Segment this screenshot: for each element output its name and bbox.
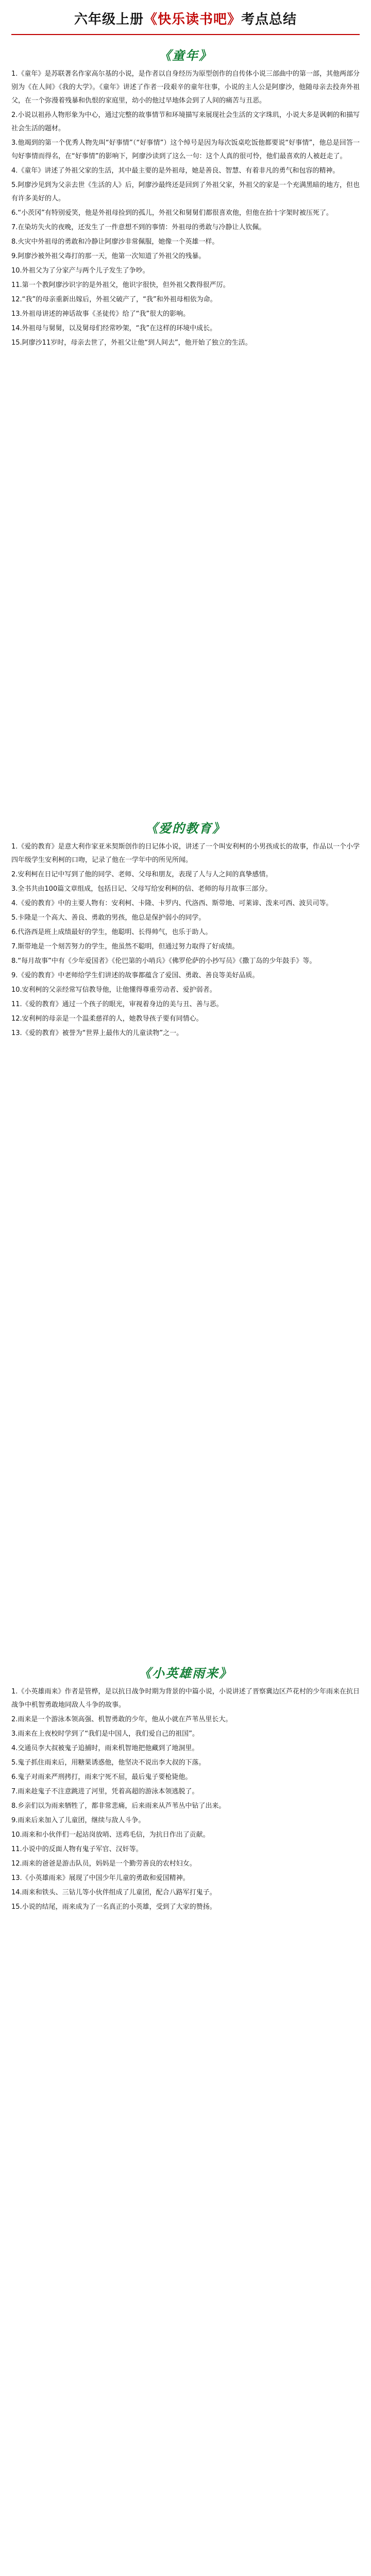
- list-item: 15.阿廖沙11岁时，母亲去世了，外祖父让他“到人间去”，他开始了独立的生活。: [11, 339, 252, 347]
- list-item: 7.斯带地是一个刻苦努力的学生，他虽然不聪明，但通过努力取得了好成绩。: [11, 943, 239, 951]
- list-item: 7.雨来趁鬼子不注意跳进了河里，凭着高超的游泳本领逃脱了。: [11, 1788, 199, 1795]
- section-text: [11, 67, 360, 351]
- title-divider: [11, 34, 360, 35]
- page: [0, 4, 371, 2576]
- section-body: [11, 1685, 360, 1915]
- list-item: 10.外祖父为了分家产与两个儿子发生了争吵。: [11, 267, 149, 275]
- sections-container: [11, 38, 360, 2563]
- list-item: 12.安利柯的母亲是一个温柔慈祥的人，她教导孩子要有同情心。: [11, 1015, 203, 1023]
- list-item: 13.《爱的教育》被誉为“世界上最伟大的儿童读物”之一。: [11, 1029, 183, 1037]
- list-item: 11.小说中的反面人物有鬼子军官、汉奸等。: [11, 1845, 143, 1853]
- list-item: 6.鬼子对雨来严刑拷打，雨来宁死不屈，最后鬼子要枪毙他。: [11, 1773, 192, 1781]
- list-item: 14.外祖母与舅舅，以及舅母们经常吵架，“我”在这样的环境中成长。: [11, 325, 217, 332]
- section-title: 《童年》: [159, 48, 212, 63]
- section-text: [11, 1685, 360, 1915]
- list-item: 1.《童年》是苏联著名作家高尔基的小说，是作者以自身经历为原型创作的自传体小说三部曲中的第一部，其他两部分别为《在人间》《我的大学》。《童年》讲述了作者一段艰辛的童年往事，小说的主人公是阿廖沙，他随母亲去投奔外祖父，在一个弥漫着残暴和仇恨的家庭里，幼小的他过早地体会到了人间的痛苦与丑恶。: [11, 70, 360, 105]
- section-title: 《爱的教育》: [145, 821, 226, 836]
- list-item: 5.阿廖沙见到为父亲去世《生活的人》后，阿廖沙最终还是回到了外祖父家，外祖父的家是一个充满黑暗的地方，但也有许多美好的人。: [11, 181, 360, 202]
- section-body: [11, 67, 360, 351]
- title-suffix: 考点总结: [241, 11, 297, 27]
- list-item: 10.雨来和小伙伴们一起站岗放哨、送鸡毛信，为抗日作出了贡献。: [11, 1831, 210, 1839]
- list-item: 11.《爱的教育》通过一个孩子的眼光，审视着身边的美与丑、善与恶。: [11, 1001, 223, 1008]
- list-item: 5.卡隆是一个高大、善良、勇敢的男孩，他总是保护弱小的同学。: [11, 914, 206, 922]
- list-item: 1.《爱的教育》是意大利作家亚米契斯创作的日记体小说，讲述了一个叫安利柯的小男孩成长的故事，作品以一个小学四年级学生安利柯的口吻，记录了他在一学年中的所见所闻。: [11, 843, 360, 864]
- list-item: 11.第一个教阿廖沙识字的是外祖父，他识字很快，但外祖父教得很严厉。: [11, 281, 230, 289]
- list-item: 2.雨来是一个游泳本领高强、机智勇敢的少年，他从小就在芦苇丛里长大。: [11, 1716, 232, 1723]
- list-item: 2.小说以祖孙人物形象为中心，通过完整的故事情节和环境描写来展现社会生活的文字珠玑，小说大多是讽刺的和描写社会生活的题材。: [11, 111, 360, 132]
- section: [11, 1656, 360, 2563]
- section-body: [11, 840, 360, 1041]
- list-item: 8.乡亲们以为雨来牺牲了，都非常悲痛，后来雨来从芦苇丛中钻了出来。: [11, 1802, 226, 1810]
- list-item: 9.《爱的教育》中老师给学生们讲述的故事都蕴含了爱国、勇敢、善良等美好品质。: [11, 972, 259, 979]
- list-item: 9.阿廖沙被外祖父毒打的那一天，他第一次知道了外祖父的残暴。: [11, 252, 206, 260]
- document-title: [11, 4, 360, 32]
- title-book: 《快乐读书吧》: [143, 11, 241, 27]
- list-item: 15.小说的结尾，雨来成为了一名真正的小英雄，受到了大家的赞扬。: [11, 1903, 216, 1911]
- list-item: 1.《小英雄雨来》作者是管桦，是以抗日战争时期为背景的中篇小说，小说讲述了晋察冀边区芦花村的少年雨来在抗日战争中机智勇敢地同敌人斗争的故事。: [11, 1688, 360, 1709]
- list-item: 7.在染坊失火的夜晚，还发生了一件意想不到的事情：外祖母的勇敢与冷静让人钦佩。: [11, 224, 266, 231]
- list-item: 14.雨来和铁头、三钻儿等小伙伴组成了儿童团，配合八路军打鬼子。: [11, 1889, 216, 1896]
- title-prefix: 六年级上册: [74, 11, 144, 27]
- list-item: 12.“我”的母亲重新出嫁后，外祖父破产了，“我”和外祖母相依为命。: [11, 296, 217, 303]
- list-item: 6.“小茨冈”有特别爱笑，他是外祖母捡到的孤儿，外祖父和舅舅们都很喜欢他，但他在抬十字架时被压死了。: [11, 209, 333, 217]
- list-item: 8.火灾中外祖母的勇敢和冷静让阿廖沙非常佩服，她像一个英雄一样。: [11, 238, 219, 246]
- section: [11, 38, 360, 811]
- list-item: 3.雨来在上夜校时学到了“我们是中国人，我们爱自己的祖国”。: [11, 1730, 199, 1738]
- list-item: 4.《童年》讲述了外祖父家的生活，其中最主要的是外祖母，她是善良、智慧、有着非凡的勇气和包容的精神。: [11, 167, 340, 175]
- list-item: 13.外祖母讲述的神话故事《圣徒传》给了“我”很大的影响。: [11, 310, 190, 318]
- list-item: 4.《爱的教育》中的主要人物有：安利柯、卡隆、卡罗内、代洛西、斯带地、可莱谛、泼来可西、波贝司等。: [11, 900, 333, 907]
- section-text: [11, 840, 360, 1041]
- list-item: 10.安利柯的父亲经常写信教导他，让他懂得尊重劳动者、爱护弱者。: [11, 986, 216, 994]
- list-item: 6.代洛西是班上成绩最好的学生，他聪明、长得帅气，也乐于助人。: [11, 928, 212, 936]
- list-item: 12.雨来的爸爸是游击队员，妈妈是一个勤劳善良的农村妇女。: [11, 1860, 196, 1868]
- section-title: 《小英雄雨来》: [139, 1666, 232, 1681]
- section: [11, 811, 360, 1656]
- list-item: 8.“每月故事”中有《少年爱国者》《伦巴第的小哨兵》《佛罗伦萨的小抄写员》《撒丁岛的少年鼓手》等。: [11, 957, 316, 965]
- list-item: 3.全书共由100篇文章组成，包括日记、父母写给安利柯的信、老师的每月故事三部分。: [11, 885, 272, 893]
- list-item: 5.鬼子抓住雨来后，用糖果诱惑他，他坚决不说出李大叔的下落。: [11, 1759, 206, 1767]
- list-item: 3.他竭到的第一个优秀人物先叫“好事情”（“好事情”）这个绰号是因为每次饭桌吃饭他都要说“好事情”，他总是回答一句好事情而得名，在“好事情”的影响下，阿廖沙读到了这么一句：这个人真的很可怜，他们最喜欢的人被赶走了。: [11, 139, 360, 160]
- list-item: 9.雨来后来加入了儿童团，继续与敌人斗争。: [11, 1817, 145, 1824]
- list-item: 2.安利柯在日记中写到了他的同学、老师、父母和朋友，表现了人与人之间的真挚感情。: [11, 871, 273, 878]
- list-item: 13.《小英雄雨来》展现了中国少年儿童的勇敢和爱国精神。: [11, 1874, 190, 1882]
- list-item: 4.交通员李大叔被鬼子追捕时，雨来机智地把他藏到了地洞里。: [11, 1744, 199, 1752]
